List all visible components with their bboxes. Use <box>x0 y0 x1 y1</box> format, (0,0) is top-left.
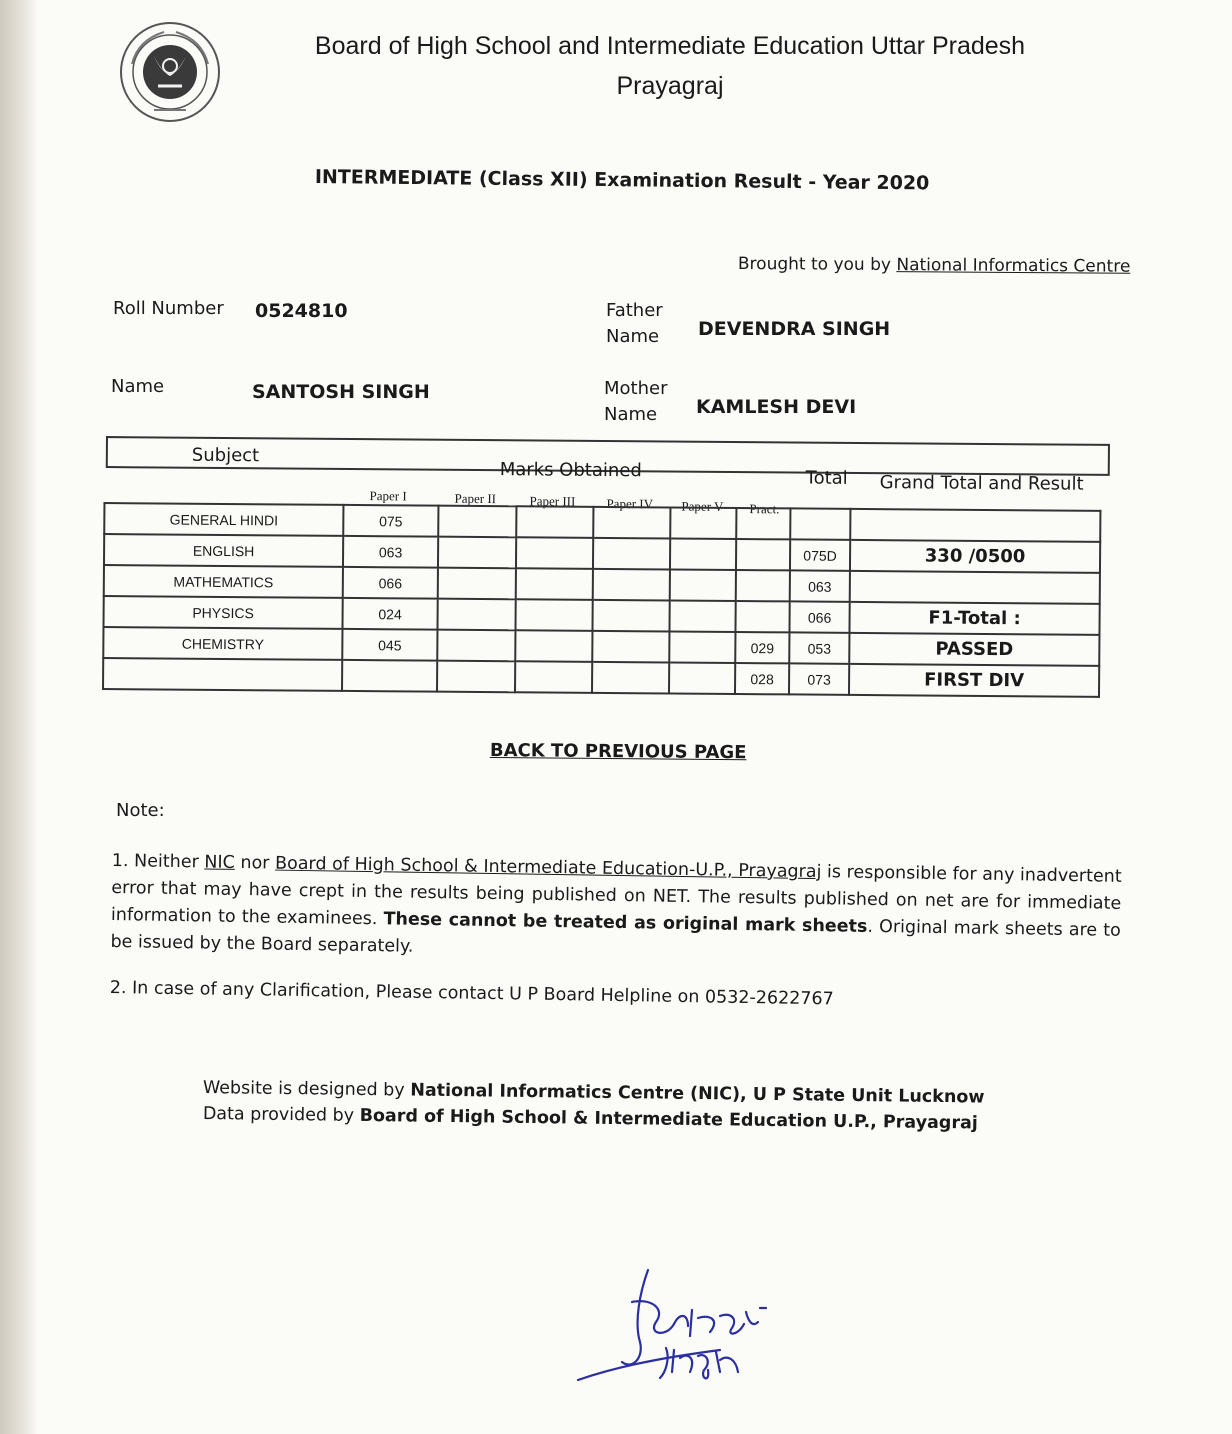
marks-table <box>102 502 1101 698</box>
paper-3-cell <box>516 568 593 600</box>
board-city: Prayagraj <box>616 72 724 100</box>
mother-label-line1: Mother <box>604 378 668 399</box>
father-name-value: DEVENDRA SINGH <box>698 318 891 340</box>
total-cell: 075D <box>790 539 850 570</box>
subject-cell: ENGLISH <box>104 534 343 567</box>
note-1-nor: nor <box>234 852 276 874</box>
paper-4-cell <box>592 631 669 663</box>
footer-data-by <box>203 1104 1043 1134</box>
note-1-end: . Original mark sheets are to be issued by the Board separately. <box>110 916 1121 957</box>
mother-name-value: KAMLESH DEVI <box>696 396 857 418</box>
paper-1-header: Paper I <box>369 488 407 504</box>
grand-total-cell: F1-Total : <box>849 602 1099 635</box>
brought-by-prefix: Brought to you by <box>737 254 892 276</box>
paper-4-cell <box>593 569 670 601</box>
note-1-nic: NIC <box>204 852 236 873</box>
paper-1-cell <box>342 660 437 692</box>
subject-cell: CHEMISTRY <box>103 627 342 660</box>
paper-5-cell <box>670 507 736 539</box>
paper-4-header: Paper IV <box>606 495 654 512</box>
paper-4-cell <box>593 538 670 570</box>
paper-5-cell <box>669 662 735 694</box>
grand-total-cell: PASSED <box>849 633 1099 666</box>
practical-cell: 028 <box>735 663 789 694</box>
note-1 <box>110 848 1122 972</box>
marks-obtained-header: Marks Obtained <box>499 459 642 482</box>
paper-3-cell <box>515 661 592 693</box>
exam-title: INTERMEDIATE (Class XII) Examination Result - Year 2020 <box>314 166 930 195</box>
grand-total-cell: 330 /0500 <box>850 540 1100 573</box>
paper-3-cell <box>516 537 593 569</box>
father-name-label <box>606 298 663 350</box>
paper-2-cell <box>438 537 516 569</box>
subject-cell: PHYSICS <box>103 596 342 629</box>
paper-4-cell <box>593 507 670 539</box>
brought-by-line <box>738 254 1131 277</box>
total-cell: 053 <box>789 632 849 663</box>
note-label: Note: <box>116 800 165 821</box>
footer-designed-org: National Informatics Centre (NIC), U P State Unit Lucknow <box>410 1080 985 1108</box>
footer-data-org: Board of High School & Intermediate Education U.P., Prayagraj <box>359 1105 978 1134</box>
student-name-value: SANTOSH SINGH <box>252 381 430 403</box>
paper-5-header: Paper V <box>681 498 724 514</box>
paper-2-cell <box>437 630 515 662</box>
mother-name-label <box>604 376 667 428</box>
paper-2-cell <box>438 506 516 538</box>
marks-section <box>98 436 1115 734</box>
subject-cell: GENERAL HINDI <box>104 503 343 536</box>
paper-5-cell <box>669 600 735 632</box>
footer-designed-prefix: Website is designed by <box>202 1078 411 1101</box>
paper-2-cell <box>438 568 516 600</box>
mother-label-line2: Name <box>604 404 658 425</box>
table-row <box>103 658 1099 697</box>
handwritten-signature <box>570 1262 810 1392</box>
total-header: Total <box>805 467 848 489</box>
grand-total-cell <box>850 509 1100 542</box>
total-cell <box>790 508 850 539</box>
total-cell: 073 <box>789 663 849 694</box>
note-2: 2. In case of any Clarification, Please contact U P Board Helpline on 0532-2622767 <box>109 978 834 1010</box>
roll-number-label: Roll Number <box>113 298 224 319</box>
practical-cell <box>736 508 790 539</box>
subject-header: Subject <box>191 444 260 467</box>
paper-5-cell <box>669 631 735 663</box>
footer-designed-by <box>203 1078 1043 1108</box>
total-cell: 066 <box>789 601 849 632</box>
grand-total-cell <box>850 571 1100 604</box>
grand-total-cell: FIRST DIV <box>849 664 1099 697</box>
paper-1-cell: 063 <box>343 536 438 568</box>
paper-2-cell <box>437 599 515 631</box>
note-1-body: is responsible for any inadvertent error that may have crept in the results being published on NET. The results published on net are for immediate information to the examinees. <box>110 862 1122 930</box>
paper-4-cell <box>592 600 669 632</box>
board-name: Board of High School and Intermediate Education Uttar Pradesh <box>314 32 1026 60</box>
note-1-intro: 1. Neither <box>111 850 205 873</box>
up-board-seal-logo <box>118 20 222 124</box>
father-label-line1: Father <box>606 300 663 321</box>
paper-5-cell <box>670 538 736 570</box>
paper-2-cell <box>437 661 515 693</box>
practical-cell <box>736 570 790 601</box>
subject-cell <box>103 658 342 691</box>
practical-cell <box>735 601 789 632</box>
grand-total-header: Grand Total and Result <box>879 472 1084 495</box>
paper-2-header: Paper II <box>454 490 497 507</box>
paper-3-header: Paper III <box>529 493 576 509</box>
name-label: Name <box>111 376 165 397</box>
paper-3-cell <box>515 599 592 631</box>
paper-1-cell: 045 <box>342 629 437 661</box>
paper-1-cell: 075 <box>343 505 438 537</box>
footer-data-prefix: Data provided by <box>202 1104 360 1126</box>
note-1-board: Board of High School & Intermediate Education-U.P., Prayagraj <box>274 853 822 883</box>
father-label-line2: Name <box>606 326 660 347</box>
scan-edge-shadow <box>0 0 38 1434</box>
paper-5-cell <box>670 569 736 601</box>
paper-3-cell <box>515 630 592 662</box>
practical-header: Pract. <box>749 501 780 517</box>
subject-cell: MATHEMATICS <box>104 565 343 598</box>
paper-1-cell: 024 <box>342 598 437 630</box>
paper-1-cell: 066 <box>343 567 438 599</box>
note-1-emphasis: These cannot be treated as original mark sheets <box>383 909 868 937</box>
roll-number-value: 0524810 <box>255 300 348 322</box>
nic-link[interactable]: National Informatics Centre <box>896 255 1131 277</box>
practical-cell: 029 <box>735 632 789 663</box>
paper-4-cell <box>592 662 669 694</box>
paper-3-cell <box>516 506 593 538</box>
total-cell: 063 <box>790 570 850 601</box>
practical-cell <box>736 539 790 570</box>
back-to-previous-page-link[interactable]: BACK TO PREVIOUS PAGE <box>489 740 747 764</box>
